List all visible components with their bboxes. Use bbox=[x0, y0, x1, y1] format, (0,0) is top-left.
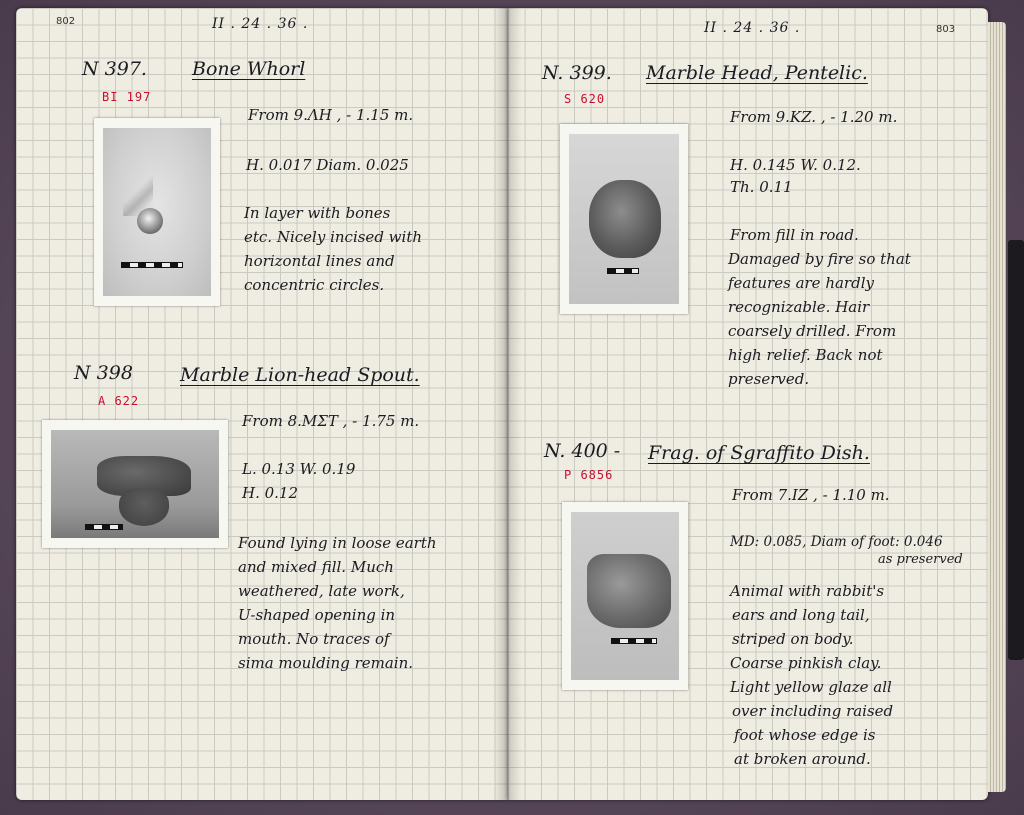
entry-title: Bone Whorl bbox=[192, 58, 306, 80]
object-photo bbox=[562, 502, 688, 690]
marble-head-object bbox=[589, 180, 661, 258]
entry-line: over including raised bbox=[732, 702, 894, 720]
entry-line: Coarse pinkish clay. bbox=[730, 654, 882, 672]
entry-line: etc. Nicely incised with bbox=[244, 228, 423, 246]
accession-number: S 620 bbox=[564, 92, 606, 106]
object-photo bbox=[42, 420, 228, 548]
scale-bar bbox=[607, 268, 639, 274]
entry-line: Th. 0.11 bbox=[730, 178, 793, 196]
entry-number: N. 399. bbox=[542, 62, 612, 84]
page-date: II . 24 . 36 . bbox=[212, 16, 309, 32]
entry-line: From 9.KZ. , - 1.20 m. bbox=[730, 108, 898, 126]
entry-line: Damaged by fire so that bbox=[728, 250, 911, 268]
entry-line: H. 0.12 bbox=[242, 484, 299, 502]
entry-line: U-shaped opening in bbox=[238, 606, 396, 624]
entry-line: From 7.ΙΖ , - 1.10 m. bbox=[732, 486, 890, 504]
entry-line: as preserved bbox=[878, 552, 963, 567]
scale-bar bbox=[121, 262, 183, 268]
entry-line: Found lying in loose earth bbox=[238, 534, 437, 552]
entry-line: coarsely drilled. From bbox=[728, 322, 897, 340]
entry-line: H. 0.017 Diam. 0.025 bbox=[246, 156, 409, 174]
scale-bar bbox=[611, 638, 657, 644]
entry-number: N 398 bbox=[74, 362, 133, 384]
book-gutter bbox=[494, 8, 522, 800]
entry-line: In layer with bones bbox=[244, 204, 391, 222]
object-photo bbox=[560, 124, 688, 314]
entry-line: mouth. No traces of bbox=[238, 630, 390, 648]
page-number: 803 bbox=[936, 24, 956, 35]
entry-line: Animal with rabbit's bbox=[730, 582, 885, 600]
accession-number: BI 197 bbox=[102, 90, 152, 104]
scale-bar bbox=[85, 524, 123, 530]
entry-line: Light yellow glaze all bbox=[730, 678, 892, 696]
accession-number: A 622 bbox=[98, 394, 140, 408]
sgraffito-dish-fragment-object bbox=[587, 554, 671, 628]
entry-line: recognizable. Hair bbox=[728, 298, 870, 316]
entry-line: foot whose edge is bbox=[734, 726, 876, 744]
page-date: II . 24 . 36 . bbox=[704, 20, 801, 36]
page-number: 802 bbox=[56, 16, 76, 27]
entry-line: L. 0.13 W. 0.19 bbox=[242, 460, 356, 478]
page-edges bbox=[988, 22, 1006, 792]
entry-line: preserved. bbox=[728, 370, 810, 388]
accession-number: P 6856 bbox=[564, 468, 614, 482]
entry-line: From 9.ΛΗ , - 1.15 m. bbox=[248, 106, 414, 124]
entry-line: H. 0.145 W. 0.12. bbox=[730, 156, 861, 174]
entry-line: horizontal lines and bbox=[244, 252, 395, 270]
entry-line: weathered, late work, bbox=[238, 582, 405, 600]
entry-line: sima moulding remain. bbox=[238, 654, 414, 672]
elastic-strap bbox=[1008, 240, 1024, 660]
entry-number: N 397. bbox=[82, 58, 147, 80]
entry-line: From fill in road. bbox=[730, 226, 859, 244]
entry-line: and mixed fill. Much bbox=[238, 558, 394, 576]
entry-line: striped on body. bbox=[732, 630, 854, 648]
left-page bbox=[16, 8, 508, 800]
entry-title: Frag. of Sgraffito Dish. bbox=[648, 442, 870, 464]
entry-line: MD: 0.085, Diam of foot: 0.046 bbox=[730, 534, 943, 550]
object-photo bbox=[94, 118, 220, 306]
entry-line: at broken around. bbox=[734, 750, 871, 768]
entry-line: From 8.MΣT , - 1.75 m. bbox=[242, 412, 420, 430]
entry-line: ears and long tail, bbox=[732, 606, 870, 624]
entry-title: Marble Head, Pentelic. bbox=[646, 62, 868, 84]
entry-number: N. 400 - bbox=[544, 440, 621, 462]
entry-title: Marble Lion-head Spout. bbox=[180, 364, 420, 386]
entry-line: features are hardly bbox=[728, 274, 874, 292]
entry-line: high relief. Back not bbox=[728, 346, 883, 364]
right-page bbox=[508, 8, 988, 800]
entry-line: concentric circles. bbox=[244, 276, 385, 294]
